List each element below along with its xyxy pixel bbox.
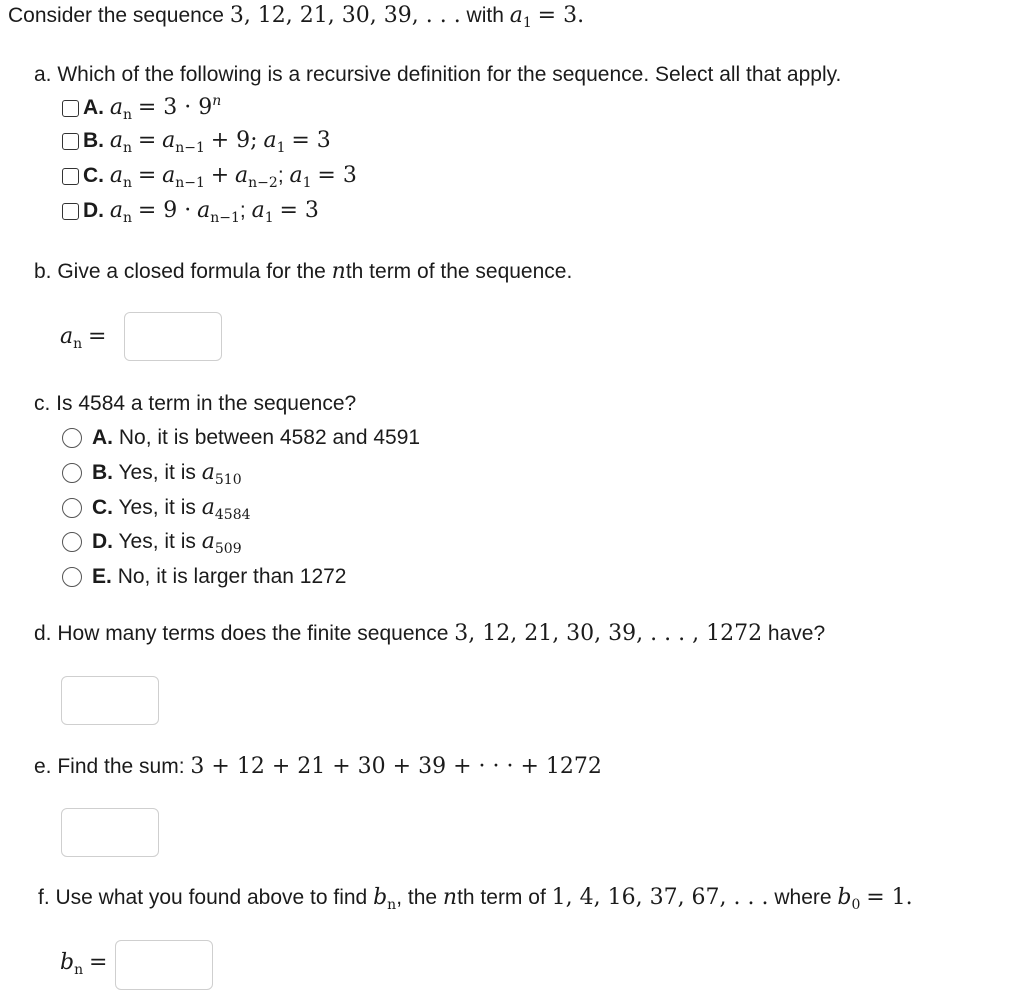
math-end: = 3 [279,198,319,223]
option-letter: C. [83,164,104,187]
part-f-question [38,885,913,914]
math-semi: ; [239,199,246,222]
math-n: n [331,259,346,284]
math-eq: = [88,324,107,349]
checkbox-a-C[interactable] [62,168,79,185]
intro-sequence: 3, 12, 21, 30, 39, . . . [229,3,461,28]
math-a: a [109,95,123,120]
math-eq: = [137,163,157,188]
math-sub: n−2 [248,175,278,191]
math-sub: n [387,897,397,913]
radio-c-C[interactable] [62,498,82,518]
math-sub: n−1 [175,140,205,156]
answer-e-input[interactable] [61,808,159,857]
part-f-text: f. Use what you found above to find [38,886,368,909]
math-sub: n [73,336,83,352]
math-a: a [162,128,176,153]
math-a: a [235,163,249,188]
math-eq: = [137,128,157,153]
part-f-text-4: where [774,886,832,909]
option-c-D[interactable] [62,529,242,558]
math-a: a [109,163,123,188]
math-eq: = [88,950,108,975]
math-a: a [201,529,215,554]
math-sub: 1 [302,175,312,191]
option-text: No, it is between 4582 and 4591 [118,426,421,449]
option-letter: D. [83,199,104,222]
math-b: b [837,885,852,910]
math-eq: = 9 · [137,198,192,223]
math-b: b [60,950,75,975]
math-sub: 4584 [214,507,251,523]
checkbox-a-A[interactable] [62,100,79,117]
option-c-E[interactable] [62,564,346,589]
math-a: a [162,163,176,188]
option-letter: D. [92,530,113,553]
answer-d-input[interactable] [61,676,159,725]
option-c-A[interactable] [62,425,420,450]
answer-f-input[interactable] [115,940,213,990]
math-sub: n [122,210,132,226]
math-end: = 3 [291,128,331,153]
part-d-sequence: 3, 12, 21, 30, 39, . . . , 1272 [454,621,763,646]
answer-b-input[interactable] [124,312,222,361]
part-e-question [34,754,602,780]
part-f-text-3: th term of [457,886,546,909]
part-e-text: e. Find the sum: [34,755,185,778]
math-rhs: = 3 · 9 [137,95,213,120]
math-sub: 0 [851,897,861,913]
checkbox-a-B[interactable] [62,133,79,150]
option-letter: A. [83,96,104,119]
math-sup: n [212,93,222,109]
option-c-B[interactable] [62,460,242,489]
option-letter: C. [92,496,113,519]
part-f-text-2: , the [396,886,438,909]
part-f-sequence: 1, 4, 16, 37, 67, . . . [551,885,769,910]
math-a: a [251,198,265,223]
intro-lead: Consider the sequence [8,4,224,27]
part-d-text: d. How many terms does the finite sequence [34,622,449,645]
option-text: Yes, it is [118,530,196,553]
math-plus: + [210,163,230,188]
math-sub: 1 [264,210,274,226]
option-letter: B. [83,129,104,152]
part-e-expression: 3 + 12 + 21 + 30 + 39 + · · · + 1272 [190,754,602,779]
math-n: n [442,885,458,910]
intro-line [8,3,584,32]
math-sub: n [122,107,132,123]
intro-eq: = 3. [537,3,585,28]
math-a: a [60,324,74,349]
math-b: b [373,885,388,910]
math-sub: n−1 [175,175,205,191]
math-plus: + 9; [210,128,258,153]
radio-c-B[interactable] [62,463,82,483]
option-c-C[interactable] [62,495,251,524]
math-a: a [289,163,303,188]
math-sub: n [122,140,132,156]
math-a: a [197,198,211,223]
math-sub: n [122,175,132,191]
math-a: a [201,460,215,485]
option-letter: B. [92,461,113,484]
math-sub: n−1 [210,210,240,226]
radio-c-E[interactable] [62,567,82,587]
checkbox-a-D[interactable] [62,203,79,220]
option-a-B[interactable] [62,128,331,157]
intro-sub: 1 [522,15,532,31]
math-sub: 510 [214,472,242,488]
math-sub: n [74,962,84,978]
part-c-question: c. Is 4584 a term in the sequence? [34,392,357,415]
part-a-question: a. Which of the following is a recursive definition for the sequence. Select all that apply. [34,63,842,86]
part-b-lhs [60,324,106,353]
option-text: Yes, it is [118,461,196,484]
math-a: a [201,495,215,520]
option-letter: E. [92,565,112,588]
option-text: Yes, it is [118,496,196,519]
math-a: a [109,128,123,153]
math-a: a [109,198,123,223]
math-a: a [263,128,277,153]
math-sub: 1 [276,140,286,156]
math-end: = 3 [317,163,357,188]
option-a-A[interactable] [62,93,221,124]
intro-a: a [509,3,523,28]
option-a-C[interactable] [62,163,357,192]
intro-with: with [466,4,504,27]
option-letter: A. [92,426,113,449]
radio-c-D[interactable] [62,532,82,552]
math-end: = 1. [866,885,913,910]
part-f-lhs [60,950,107,979]
part-b-text: b. Give a closed formula for the [34,260,326,283]
part-b-text-2: th term of the sequence. [345,260,573,283]
option-a-D[interactable] [62,198,319,227]
option-text: No, it is larger than 1272 [117,565,347,588]
math-sub: 509 [214,541,242,557]
radio-c-A[interactable] [62,428,82,448]
part-d-text-2: have? [767,622,826,645]
part-b-question [34,259,572,285]
part-d-question [34,621,825,647]
math-semi: ; [277,164,284,187]
